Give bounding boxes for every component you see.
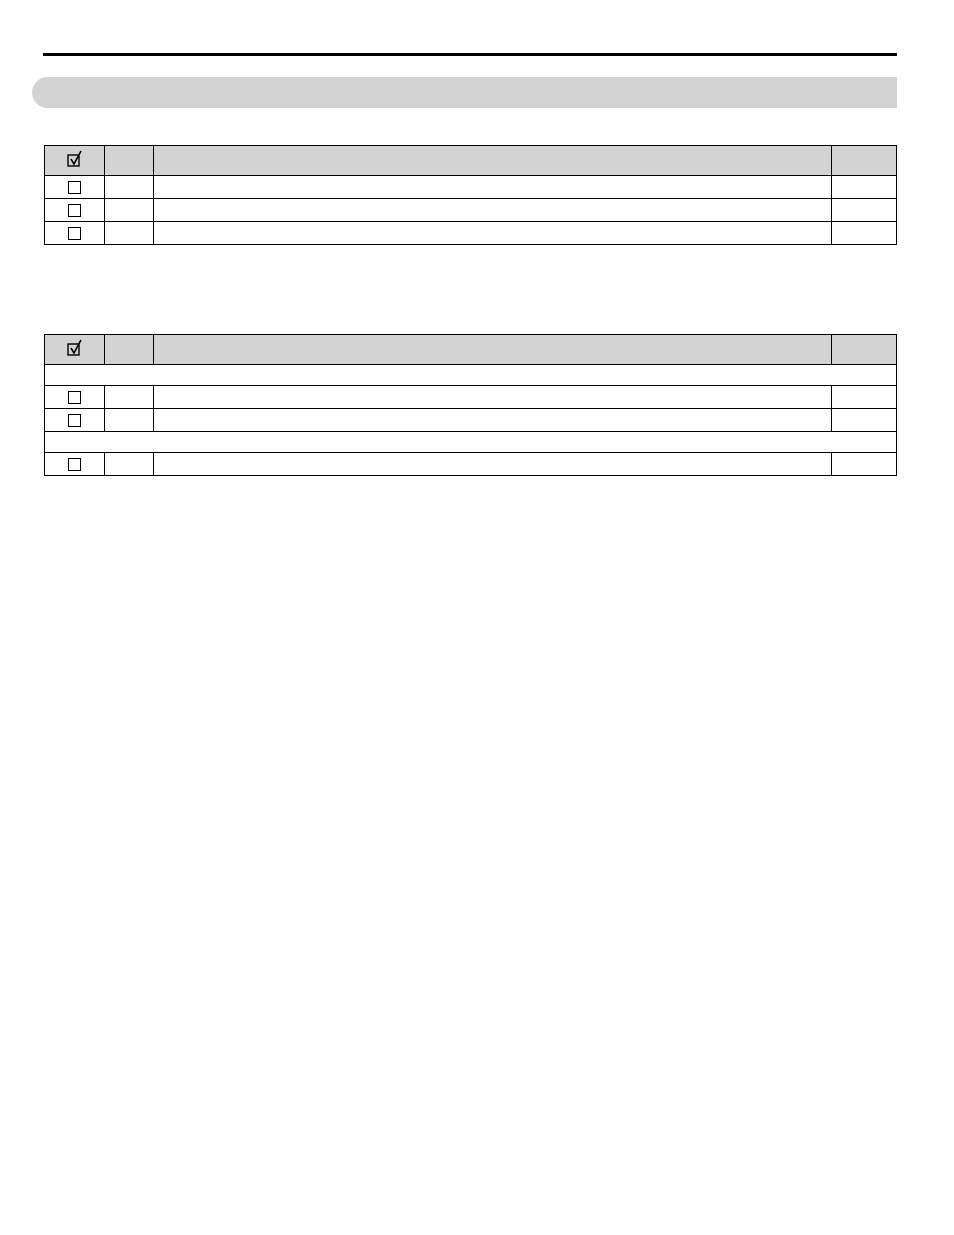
checklist-table-1	[44, 145, 897, 245]
row-check-cell[interactable]	[45, 453, 105, 476]
table-row	[45, 409, 897, 432]
table-row	[45, 222, 897, 245]
section-header-bar	[32, 77, 897, 108]
table-header-row	[45, 335, 897, 365]
header-no-cell	[105, 146, 154, 176]
row-page	[832, 453, 897, 476]
header-check-cell	[45, 146, 105, 176]
checklist-table-2	[44, 334, 897, 476]
row-check-cell[interactable]	[45, 409, 105, 432]
group-label	[45, 365, 897, 386]
table-header-row	[45, 146, 897, 176]
row-description	[154, 222, 832, 245]
header-page-cell	[832, 146, 897, 176]
empty-checkbox-icon[interactable]	[68, 391, 81, 404]
group-row	[45, 365, 897, 386]
row-page	[832, 176, 897, 199]
row-number	[105, 176, 154, 199]
row-check-cell[interactable]	[45, 386, 105, 409]
empty-checkbox-icon[interactable]	[68, 227, 81, 240]
table-row	[45, 386, 897, 409]
row-description	[154, 199, 832, 222]
top-rule	[43, 53, 897, 56]
row-number	[105, 199, 154, 222]
row-description	[154, 176, 832, 199]
empty-checkbox-icon[interactable]	[68, 414, 81, 427]
row-description	[154, 386, 832, 409]
row-number	[105, 386, 154, 409]
table-row	[45, 199, 897, 222]
group-row	[45, 432, 897, 453]
checked-box-icon	[66, 339, 84, 360]
table-row	[45, 453, 897, 476]
row-page	[832, 222, 897, 245]
header-description-cell	[154, 335, 832, 365]
table-row	[45, 176, 897, 199]
row-page	[832, 199, 897, 222]
group-label	[45, 432, 897, 453]
empty-checkbox-icon[interactable]	[68, 204, 81, 217]
header-check-cell	[45, 335, 105, 365]
empty-checkbox-icon[interactable]	[68, 458, 81, 471]
empty-checkbox-icon[interactable]	[68, 181, 81, 194]
row-number	[105, 453, 154, 476]
row-check-cell[interactable]	[45, 176, 105, 199]
row-page	[832, 386, 897, 409]
row-check-cell[interactable]	[45, 199, 105, 222]
header-page-cell	[832, 335, 897, 365]
row-check-cell[interactable]	[45, 222, 105, 245]
row-description	[154, 409, 832, 432]
checked-box-icon	[66, 150, 84, 171]
header-description-cell	[154, 146, 832, 176]
row-number	[105, 222, 154, 245]
row-description	[154, 453, 832, 476]
header-no-cell	[105, 335, 154, 365]
row-page	[832, 409, 897, 432]
row-number	[105, 409, 154, 432]
